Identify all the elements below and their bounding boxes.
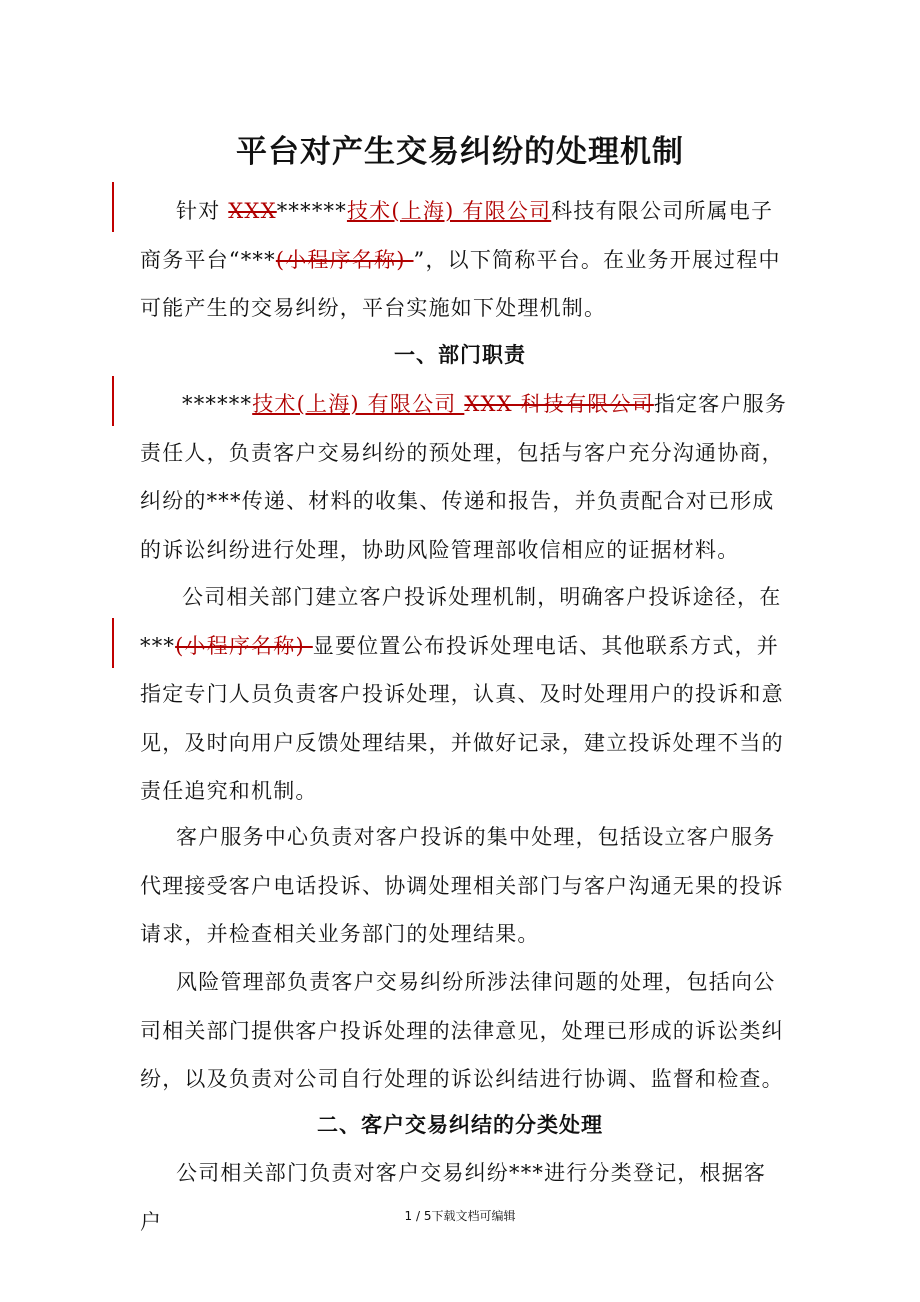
text-run: ”，以下简称平台。在业务开展过程中可能产生的交易纠纷，平台实施如下处理机制。: [140, 247, 781, 320]
change-bar: [112, 618, 114, 668]
text-run: 指定客户服务责任人，负责客户交易纠纷的预处理，包括与客户充分沟通协商，纠纷的***传递、材料的收集、传递和报告，并负责配合对已形成的诉讼纠纷进行处理，协助风险管理部收信相应的证据材料。: [140, 392, 788, 562]
paragraph-classification: 公司相关部门负责对客户交易纠纷***进行分类登记，根据客户: [140, 1161, 767, 1234]
deleted-text: (小程序名称): [275, 247, 414, 272]
deleted-text: (小程序名称): [175, 633, 313, 658]
text-run: 公司相关部门建立客户投诉处理机制，明确客户投诉途径，在***: [140, 585, 782, 658]
change-bar: [112, 182, 114, 232]
paragraph-complaint-mechanism: [140, 573, 788, 816]
change-bar: [112, 376, 114, 426]
paragraph-intro: [140, 187, 788, 333]
text-run: 科技有限公司所属电子商务平台“***: [140, 199, 774, 272]
page-footer: 1 / 5下载文档可编辑: [404, 1209, 516, 1223]
text-run: ******: [182, 392, 253, 416]
paragraph-service-center: 客户服务中心负责对客户投诉的集中处理，包括设立客户服务代理接受客户电话投诉、协调处理相关部门与客户沟通无果的投诉请求，并检查相关业务部门的处理结果。: [140, 825, 784, 946]
section-heading-1: 一、部门职责: [394, 342, 526, 367]
document-title: 平台对产生交易纠纷的处理机制: [236, 134, 684, 170]
paragraph-customer-service: [140, 380, 788, 574]
inserted-text: 技术(上海) 有限公司: [346, 199, 552, 223]
deleted-text: XXX: [228, 199, 277, 223]
text-run: 显要位置公布投诉处理电话、其他联系方式，并指定专门人员负责客户投诉处理，认真、及时处理用户的投诉和意见，及时向用户反馈处理结果，并做好记录，建立投诉处理不当的责任追究和机制。: [140, 633, 784, 803]
text-run: ******: [276, 199, 347, 223]
section-heading-2: 二、客户交易纠结的分类处理: [317, 1112, 603, 1137]
deleted-text: XXX 科技有限公司: [464, 392, 654, 416]
inserted-text: 技术(上海) 有限公司: [252, 392, 465, 416]
paragraph-risk-management: 风险管理部负责客户交易纠纷所涉法律问题的处理，包括向公司相关部门提供客户投诉处理的法律意见，处理已形成的诉讼类纠纷，以及负责对公司自行处理的诉讼纠结进行协调、监督和检查。: [140, 970, 784, 1091]
text-run: 针对: [176, 199, 229, 223]
